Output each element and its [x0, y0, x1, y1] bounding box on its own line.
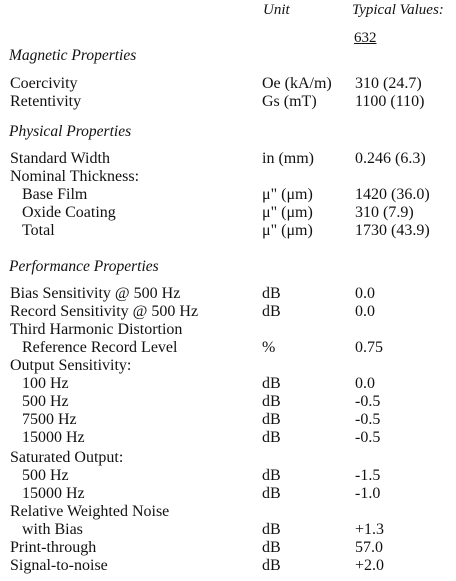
table-row [0, 285, 456, 303]
row-unit: dB [262, 429, 281, 446]
row-value: 0.246 (6.3) [355, 150, 426, 167]
row-label: with Bias [22, 521, 83, 538]
row-value: 0.0 [355, 303, 375, 320]
row-unit: Oe (kA/m) [262, 75, 332, 92]
row-unit: μ" (μm) [262, 222, 313, 239]
table-row [0, 375, 456, 393]
row-unit: dB [262, 485, 281, 502]
row-unit: % [262, 339, 276, 356]
row-value: +2.0 [355, 557, 385, 574]
row-value: 1420 (36.0) [355, 186, 430, 203]
row-label: Record Sensitivity @ 500 Hz [10, 303, 199, 320]
row-value: 310 (7.9) [355, 204, 414, 221]
row-value: -0.5 [355, 393, 381, 410]
row-label: Coercivity [10, 75, 78, 92]
table-row [0, 168, 456, 186]
row-value: +1.3 [355, 521, 385, 538]
table-row [0, 449, 456, 467]
row-value: 1100 (110) [355, 93, 425, 110]
row-label: Reference Record Level [22, 339, 178, 356]
row-label: Standard Width [10, 150, 110, 167]
table-row [0, 521, 456, 539]
table-row [0, 303, 456, 321]
table-row [0, 222, 456, 240]
row-unit: dB [262, 539, 281, 556]
table-row [0, 503, 456, 521]
row-unit: dB [262, 411, 281, 428]
table-row [0, 539, 456, 557]
table-row [0, 357, 456, 375]
row-unit: dB [262, 285, 281, 302]
row-value: 310 (24.7) [355, 75, 422, 92]
row-unit: μ" (μm) [262, 204, 313, 221]
row-value: -1.0 [355, 485, 381, 502]
table-row [0, 75, 456, 93]
table-row [0, 557, 456, 575]
row-label: 500 Hz [22, 393, 69, 410]
table-row [0, 186, 456, 204]
table-row [0, 93, 456, 111]
column-header-unit: Unit [263, 2, 290, 18]
row-label: 15000 Hz [22, 429, 85, 446]
row-value: 0.0 [355, 285, 375, 302]
section-title-physical: Physical Properties [9, 123, 132, 140]
row-unit: dB [262, 467, 281, 484]
row-label: Nominal Thickness: [10, 168, 140, 185]
table-row [0, 339, 456, 357]
row-value: 0.0 [355, 375, 375, 392]
section-title-magnetic: Magnetic Properties [9, 47, 137, 64]
row-unit: dB [262, 393, 281, 410]
table-row [0, 467, 456, 485]
row-label: Output Sensitivity: [10, 357, 132, 374]
table-row [0, 204, 456, 222]
column-header-typical-values: Typical Values: [352, 2, 444, 18]
row-value: 0.75 [355, 339, 383, 356]
section-title-performance: Performance Properties [9, 258, 159, 275]
row-value: -0.5 [355, 411, 381, 428]
row-unit: in (mm) [262, 150, 314, 167]
row-unit: Gs (mT) [262, 93, 317, 110]
table-row [0, 393, 456, 411]
row-label: Base Film [22, 186, 88, 203]
row-label: 15000 Hz [22, 485, 85, 502]
table-row [0, 411, 456, 429]
row-label: Relative Weighted Noise [10, 503, 170, 520]
row-label: 100 Hz [22, 375, 69, 392]
row-label: Total [22, 222, 55, 239]
row-unit: dB [262, 521, 281, 538]
row-label: Print-through [10, 539, 97, 556]
row-unit: dB [262, 303, 281, 320]
row-label: 7500 Hz [22, 411, 77, 428]
row-unit: μ" (μm) [262, 186, 313, 203]
row-label: Saturated Output: [10, 449, 124, 466]
row-unit: dB [262, 375, 281, 392]
row-label: Bias Sensitivity @ 500 Hz [10, 285, 181, 302]
row-value: -1.5 [355, 467, 381, 484]
row-value: 57.0 [355, 539, 383, 556]
product-code: 632 [354, 30, 377, 46]
row-value: 1730 (43.9) [355, 222, 430, 239]
row-label: Signal-to-noise [10, 557, 108, 574]
table-row [0, 150, 456, 168]
row-label: Retentivity [10, 93, 82, 110]
table-row [0, 485, 456, 503]
row-label: Oxide Coating [22, 204, 116, 221]
table-row [0, 321, 456, 339]
row-value: -0.5 [355, 429, 381, 446]
row-label: 500 Hz [22, 467, 69, 484]
table-row [0, 429, 456, 447]
row-unit: dB [262, 557, 281, 574]
row-label: Third Harmonic Distortion [10, 321, 183, 338]
